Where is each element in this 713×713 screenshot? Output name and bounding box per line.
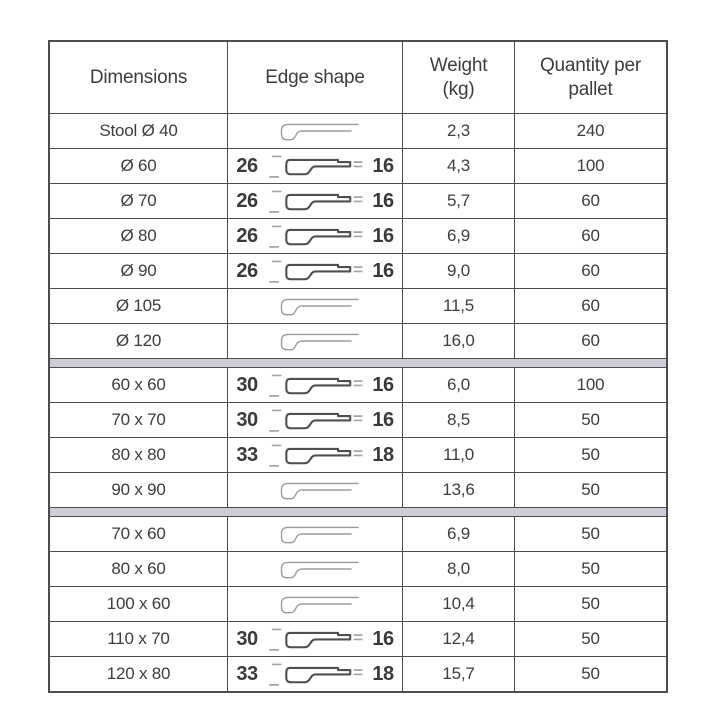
edge-thickness-right: 16	[372, 628, 394, 650]
edge-profile-plain-icon	[265, 554, 365, 584]
quantity-cell: 50	[581, 524, 600, 543]
edge-profile-plain-icon	[265, 589, 365, 619]
edge-thickness-left: 33	[236, 444, 258, 466]
edge-shape-cell	[228, 289, 403, 323]
edge-profile-dimensioned-icon	[265, 256, 365, 286]
quantity-cell: 240	[576, 121, 605, 140]
quantity-cell: 50	[581, 445, 600, 464]
table-row	[50, 219, 666, 254]
table-row	[50, 254, 666, 289]
edge-shape-cell	[228, 657, 403, 691]
edge-profile-dimensioned-icon	[265, 659, 365, 689]
edge-shape-cell	[228, 438, 403, 472]
edge-shape-cell	[228, 254, 403, 288]
edge-profile-plain-icon	[265, 116, 365, 146]
edge-thickness-right: 18	[372, 444, 394, 466]
product-spec-table	[48, 40, 668, 693]
edge-thickness-right: 16	[372, 155, 394, 177]
table-row	[50, 368, 666, 403]
edge-thickness-right: 16	[372, 225, 394, 247]
header-dimensions-label: Dimensions	[89, 66, 188, 88]
dimensions-cell: 90 x 90	[50, 473, 228, 507]
catalog-page	[48, 40, 668, 693]
dimensions-cell: 80 x 80	[50, 438, 228, 472]
weight-cell: 6,9	[403, 517, 515, 551]
edge-profile-plain-icon	[265, 519, 365, 549]
edge-shape-cell	[228, 149, 403, 183]
edge-thickness-left: 26	[236, 155, 258, 177]
quantity-cell: 100	[576, 375, 605, 394]
edge-thickness-left: 30	[236, 628, 258, 650]
quantity-cell: 50	[581, 629, 600, 648]
weight-cell: 16,0	[403, 324, 515, 358]
edge-profile-dimensioned-icon	[265, 370, 365, 400]
edge-profile-dimensioned-icon	[265, 440, 365, 470]
edge-profile-dimensioned-icon	[265, 221, 365, 251]
table-row	[50, 184, 666, 219]
quantity-cell: 50	[581, 664, 600, 683]
edge-thickness-right: 16	[372, 190, 394, 212]
header-quantity	[515, 42, 666, 113]
table-row	[50, 114, 666, 149]
header-weight-line2: (kg)	[442, 78, 475, 100]
weight-cell: 5,7	[403, 184, 515, 218]
dimensions-cell: 80 x 60	[50, 552, 228, 586]
quantity-cell: 60	[581, 331, 600, 350]
section-divider	[50, 508, 666, 517]
quantity-cell: 100	[576, 156, 605, 175]
table-row	[50, 517, 666, 552]
edge-thickness-left: 26	[236, 190, 258, 212]
header-quantity-line2: pallet	[568, 78, 613, 100]
edge-thickness-right: 16	[372, 409, 394, 431]
edge-profile-plain-icon	[265, 291, 365, 321]
edge-shape-cell	[228, 517, 403, 551]
dimensions-cell: 60 x 60	[50, 368, 228, 402]
header-quantity-line1: Quantity per	[539, 54, 642, 76]
table-row	[50, 149, 666, 184]
edge-profile-plain-icon	[265, 475, 365, 505]
edge-shape-cell	[228, 324, 403, 358]
weight-cell: 12,4	[403, 622, 515, 656]
weight-cell: 8,0	[403, 552, 515, 586]
quantity-cell: 60	[581, 226, 600, 245]
table-row	[50, 622, 666, 657]
edge-shape-cell	[228, 368, 403, 402]
dimensions-cell: Ø 60	[50, 149, 228, 183]
weight-cell: 6,9	[403, 219, 515, 253]
table-row	[50, 552, 666, 587]
edge-thickness-right: 16	[372, 260, 394, 282]
table-row	[50, 289, 666, 324]
dimensions-cell: Ø 80	[50, 219, 228, 253]
header-dimensions	[50, 42, 228, 113]
edge-shape-cell	[228, 587, 403, 621]
edge-shape-cell	[228, 622, 403, 656]
weight-cell: 2,3	[403, 114, 515, 148]
weight-cell: 13,6	[403, 473, 515, 507]
edge-thickness-right: 16	[372, 374, 394, 396]
edge-shape-cell	[228, 114, 403, 148]
dimensions-cell: Ø 70	[50, 184, 228, 218]
quantity-cell: 60	[581, 296, 600, 315]
dimensions-cell: Stool Ø 40	[50, 114, 228, 148]
edge-thickness-left: 26	[236, 260, 258, 282]
edge-thickness-left: 30	[236, 374, 258, 396]
weight-cell: 8,5	[403, 403, 515, 437]
dimensions-cell: 70 x 60	[50, 517, 228, 551]
weight-cell: 11,5	[403, 289, 515, 323]
quantity-cell: 50	[581, 559, 600, 578]
quantity-cell: 50	[581, 480, 600, 499]
dimensions-cell: 120 x 80	[50, 657, 228, 691]
edge-profile-plain-icon	[265, 326, 365, 356]
dimensions-cell: Ø 120	[50, 324, 228, 358]
header-weight-line1: Weight	[429, 54, 488, 76]
quantity-cell: 50	[581, 594, 600, 613]
edge-thickness-right: 18	[372, 663, 394, 685]
table-row	[50, 403, 666, 438]
section-divider	[50, 359, 666, 368]
edge-shape-cell	[228, 552, 403, 586]
weight-cell: 4,3	[403, 149, 515, 183]
table-row	[50, 587, 666, 622]
table-row	[50, 473, 666, 508]
edge-profile-dimensioned-icon	[265, 151, 365, 181]
edge-shape-cell	[228, 219, 403, 253]
weight-cell: 15,7	[403, 657, 515, 691]
dimensions-cell: 100 x 60	[50, 587, 228, 621]
weight-cell: 10,4	[403, 587, 515, 621]
weight-cell: 6,0	[403, 368, 515, 402]
edge-shape-cell	[228, 184, 403, 218]
table-row	[50, 324, 666, 359]
edge-thickness-left: 26	[236, 225, 258, 247]
edge-shape-cell	[228, 473, 403, 507]
dimensions-cell: 110 x 70	[50, 622, 228, 656]
header-edge-shape	[228, 42, 403, 113]
dimensions-cell: Ø 105	[50, 289, 228, 323]
table-row	[50, 438, 666, 473]
table-header-row	[50, 42, 666, 114]
edge-thickness-left: 30	[236, 409, 258, 431]
edge-thickness-left: 33	[236, 663, 258, 685]
edge-profile-dimensioned-icon	[265, 405, 365, 435]
edge-profile-dimensioned-icon	[265, 186, 365, 216]
header-edge-shape-label: Edge shape	[265, 66, 365, 88]
edge-shape-cell	[228, 403, 403, 437]
weight-cell: 9,0	[403, 254, 515, 288]
weight-cell: 11,0	[403, 438, 515, 472]
table-row	[50, 657, 666, 691]
dimensions-cell: 70 x 70	[50, 403, 228, 437]
quantity-cell: 50	[581, 410, 600, 429]
quantity-cell: 60	[581, 191, 600, 210]
quantity-cell: 60	[581, 261, 600, 280]
dimensions-cell: Ø 90	[50, 254, 228, 288]
edge-profile-dimensioned-icon	[265, 624, 365, 654]
header-weight	[403, 42, 515, 113]
